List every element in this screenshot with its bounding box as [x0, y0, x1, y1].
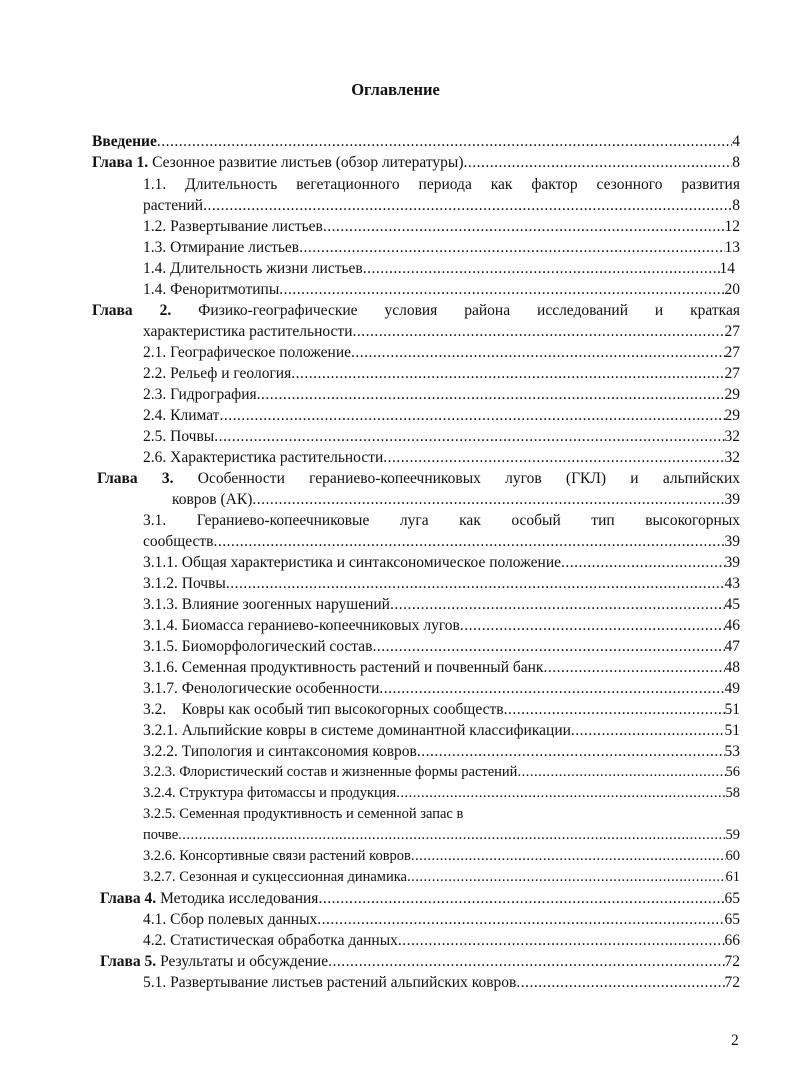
toc-page: 8 [732, 197, 740, 214]
toc-page: 65 [724, 890, 740, 907]
toc-leader [351, 342, 724, 363]
toc-leader [543, 657, 724, 678]
toc-entry-2-1[interactable] [143, 342, 740, 363]
toc-page: 4 [732, 133, 740, 150]
toc-page: 20 [724, 281, 740, 298]
toc-leader [396, 783, 725, 804]
toc-title: 3.2.4. Структура фитомассы и продукция [143, 785, 397, 801]
toc-entry-3-1-7[interactable] [143, 678, 740, 699]
toc-leader [226, 573, 725, 594]
toc-entry-3-1-line1[interactable]: 3.1. Гераниево-копеечниковые луга как особый тип высокогорных [143, 512, 740, 529]
toc-entry-3-1[interactable] [143, 531, 740, 552]
toc-title: 2.4. Климат [143, 407, 220, 424]
toc-leader [460, 615, 725, 636]
toc-entry-3-2-4[interactable] [143, 783, 740, 804]
toc-leader [328, 951, 724, 972]
toc-title: 3.1.6. Семенная продуктивность растений и почвенный банк [143, 659, 544, 676]
toc-leader [379, 678, 724, 699]
toc-label: Глава 2. [92, 302, 172, 319]
toc-entry-1-4b[interactable] [143, 279, 740, 300]
toc-label: Глава 3. [97, 470, 174, 487]
toc-page: 8 [732, 154, 740, 171]
toc-leader [219, 405, 724, 426]
toc-title: 5.1. Развертывание листьев растений альпийских ковров [143, 974, 517, 991]
toc-title: сообществ [143, 533, 214, 550]
toc-page: 12 [724, 218, 740, 235]
toc-title: 3.1.3. Влияние зоогенных нарушений [143, 596, 390, 613]
toc-leader [517, 762, 725, 783]
toc-entry-3-1-2[interactable] [143, 573, 740, 594]
toc-title: 3.1.5. Биоморфологический состав [143, 638, 373, 655]
toc-page: 61 [725, 869, 740, 885]
toc-title: 4.1. Сбор полевых данных [143, 911, 318, 928]
toc-entry-intro[interactable] [92, 131, 740, 152]
toc-entry-1-1[interactable] [143, 195, 740, 216]
toc-title: 3.2.6. Консортивные связи растений ковров [143, 848, 411, 864]
toc-leader [157, 131, 732, 152]
toc-title: 2.3. Гидрография [143, 386, 257, 403]
toc-leader [203, 195, 732, 216]
toc-title: почве [143, 827, 179, 843]
toc-leader [372, 636, 724, 657]
toc-page: 47 [724, 638, 740, 655]
toc-title: 3.2. Ковры как особый тип высокогорных сообществ [143, 701, 504, 718]
toc-page: 48 [724, 659, 740, 676]
toc-title: 2.1. Географическое положение [143, 344, 352, 361]
toc-title: 2.6. Характеристика растительности [143, 449, 384, 466]
toc-page: 56 [725, 764, 740, 780]
toc-entry-chapter-3[interactable] [172, 489, 740, 510]
toc-entry-chapter-2-line1[interactable] [92, 300, 740, 321]
toc-entry-3-2-6[interactable] [143, 846, 740, 867]
toc-leader [279, 279, 724, 300]
toc-page: 51 [724, 722, 740, 739]
toc-entry-5-1[interactable] [143, 972, 740, 993]
toc-entry-3-2-2[interactable] [143, 741, 740, 762]
toc-title: 3.2.1. Альпийские ковры в системе доминантной классификации [143, 722, 571, 739]
toc-page: 27 [724, 365, 740, 382]
toc-entry-chapter-2[interactable] [143, 321, 740, 342]
toc-page: 53 [724, 743, 740, 760]
toc-entry-1-1-line1[interactable]: 1.1. Длительность вегетационного периода как фактор сезонного развития [143, 176, 740, 193]
toc-page: 65 [724, 911, 740, 928]
toc-entry-2-6[interactable] [143, 447, 740, 468]
toc-title: 1.4. Длительность жизни листьев [143, 260, 363, 277]
toc-entry-1-3[interactable] [143, 237, 740, 258]
toc-entry-3-1-5[interactable] [143, 636, 740, 657]
toc-leader [407, 867, 726, 888]
toc-page: 43 [724, 575, 740, 592]
toc-entry-chapter-4[interactable] [100, 888, 740, 909]
toc-label: Глава 4. [100, 890, 157, 907]
toc-title: 3.1.1. Общая характеристика и синтаксономическое положение [143, 554, 562, 571]
toc-title: ковров (АК) [172, 491, 253, 508]
toc-label: Глава 5. [100, 953, 157, 970]
toc-page: 39 [724, 533, 740, 550]
toc-leader [353, 321, 725, 342]
toc-leader [363, 258, 720, 279]
toc-page: 27 [724, 344, 740, 361]
toc-entry-4-2[interactable] [143, 930, 740, 951]
toc-entry-3-2-7[interactable] [143, 867, 740, 888]
toc-leader [257, 384, 725, 405]
toc-leader [390, 594, 725, 615]
toc-page: 29 [724, 407, 740, 424]
toc-title: Результаты и обсуждение [156, 953, 329, 970]
toc-title: Особенности гераниево-копеечниковых лугов (ГКЛ) и альпийских [173, 470, 741, 487]
toc-leader [464, 152, 733, 173]
toc-page: 59 [725, 827, 740, 843]
toc-entry-4-1[interactable] [143, 909, 740, 930]
toc-entry-chapter-5[interactable] [100, 951, 740, 972]
toc-title: растений [143, 197, 204, 214]
toc-page: 13 [724, 239, 740, 256]
toc-entry-3-2-1[interactable] [143, 720, 740, 741]
toc-title: 4.2. Статистическая обработка данных [143, 932, 398, 949]
toc-leader [213, 531, 724, 552]
toc-page: 39 [724, 491, 740, 508]
toc-page: 14 [719, 260, 735, 277]
toc-title: 3.1.4. Биомасса гераниево-копеечниковых лугов [143, 617, 460, 634]
toc-entry-3-2[interactable] [143, 699, 740, 720]
toc-page: 58 [725, 785, 740, 801]
toc-title: 3.2.2. Типология и синтаксономия ковров [143, 743, 417, 760]
toc-entry-2-2[interactable] [143, 363, 740, 384]
toc-leader [383, 447, 724, 468]
toc-leader [178, 825, 725, 846]
toc-entry-3-1-4[interactable] [143, 615, 740, 636]
toc-title: 3.1.2. Почвы [143, 575, 226, 592]
toc-entry-2-3[interactable] [143, 384, 740, 405]
toc-entry-3-2-5-line1[interactable]: 3.2.5. Семенная продуктивность и семенной запас в [143, 806, 464, 822]
toc-page: 32 [724, 449, 740, 466]
page-number: 2 [731, 1032, 739, 1049]
toc-entry-3-2-3[interactable] [143, 762, 740, 783]
toc-leader [561, 552, 724, 573]
toc-label: Глава 1. [92, 154, 149, 171]
toc-title: Методика исследования [156, 890, 319, 907]
toc-leader [323, 216, 725, 237]
toc-entry-2-5[interactable] [143, 426, 740, 447]
toc-leader [504, 699, 725, 720]
toc-leader [252, 489, 724, 510]
toc-entry-3-1-1[interactable] [143, 552, 740, 573]
toc-page: 45 [724, 596, 740, 613]
toc-page: 49 [724, 680, 740, 697]
toc-page: 60 [725, 848, 740, 864]
toc-page: 27 [724, 323, 740, 340]
toc-title: характеристика растительности [143, 323, 353, 340]
toc-title: 1.4. Феноритмотипы [143, 281, 280, 298]
toc-leader [214, 426, 724, 447]
toc-entry-1-4[interactable] [143, 258, 735, 279]
toc-leader [417, 741, 725, 762]
toc-leader [411, 846, 726, 867]
toc-page: 39 [724, 554, 740, 571]
toc-leader [398, 930, 725, 951]
toc-leader [516, 972, 724, 993]
toc-title: 2.2. Рельеф и геология [143, 365, 292, 382]
page-title: Оглавление [351, 80, 440, 99]
toc-title: 3.2.3. Флористический состав и жизненные формы растений [143, 764, 518, 780]
toc-entry-chapter-1[interactable] [92, 152, 740, 173]
toc-page: 72 [724, 953, 740, 970]
toc-entry-3-2-5[interactable] [143, 825, 740, 846]
toc-leader [291, 363, 724, 384]
toc-page: 51 [724, 701, 740, 718]
toc-title: Физико-географические условия района исследований и краткая [171, 302, 740, 319]
toc-page: 46 [724, 617, 740, 634]
toc-page: 72 [724, 974, 740, 991]
toc-leader [318, 888, 724, 909]
toc-entry-3-1-3[interactable] [143, 594, 740, 615]
toc-title: 2.5. Почвы [143, 428, 215, 445]
toc-entry-2-4[interactable] [143, 405, 740, 426]
toc-page: 32 [724, 428, 740, 445]
toc-title: 3.1.7. Фенологические особенности [143, 680, 380, 697]
toc-title: 3.2.7. Сезонная и сукцессионная динамика [143, 869, 407, 885]
toc-leader [571, 720, 725, 741]
toc-label: Введение [92, 133, 157, 150]
toc-title: 1.2. Развертывание листьев [143, 218, 323, 235]
toc-title: 1.3. Отмирание листьев [143, 239, 300, 256]
toc-page: 66 [724, 932, 740, 949]
toc-entry-chapter-3-line1[interactable] [97, 468, 740, 489]
toc-title: Сезонное развитие листьев (обзор литературы) [148, 154, 464, 171]
toc-leader [317, 909, 724, 930]
toc-page: 29 [724, 386, 740, 403]
toc-entry-1-2[interactable] [143, 216, 740, 237]
toc-entry-3-1-6[interactable] [143, 657, 740, 678]
toc-leader [299, 237, 724, 258]
